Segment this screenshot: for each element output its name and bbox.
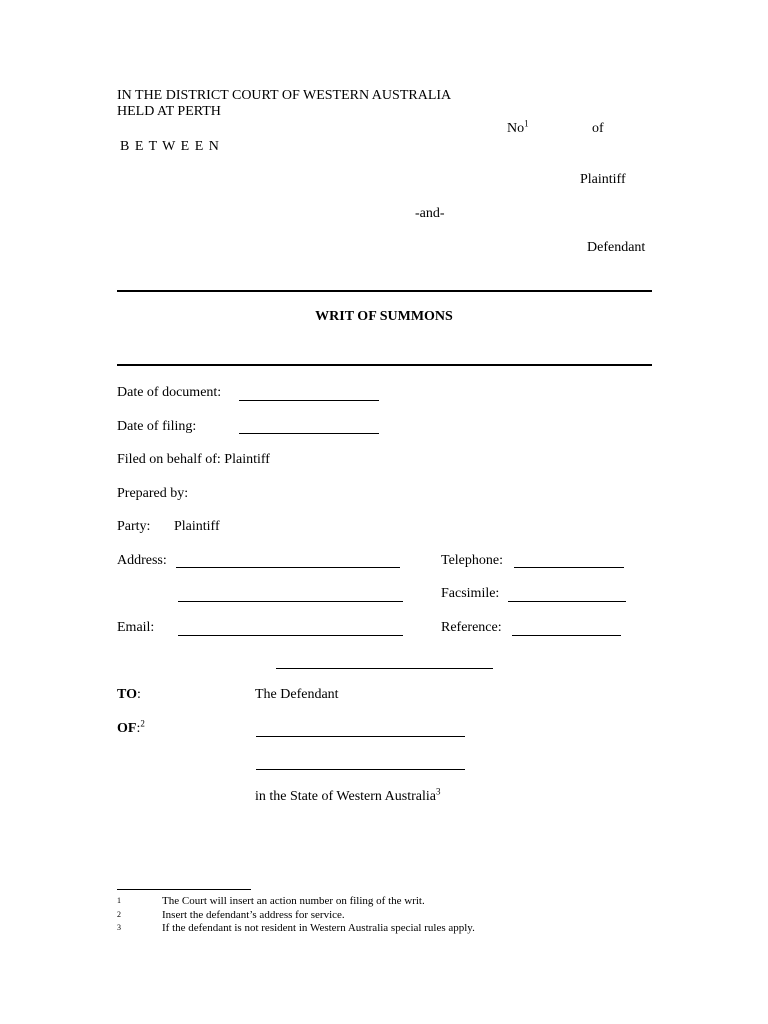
and-separator: -and-: [415, 206, 445, 221]
court-name: IN THE DISTRICT COURT OF WESTERN AUSTRALIA: [117, 88, 452, 103]
date-of-document-blank[interactable]: [239, 400, 379, 401]
to-value: The Defendant: [255, 687, 339, 702]
address-blank-line1[interactable]: [176, 567, 400, 568]
separator-blank: [276, 668, 493, 669]
reference-blank[interactable]: [512, 635, 621, 636]
date-of-filing-blank[interactable]: [239, 433, 379, 434]
to-label: TO:: [117, 687, 141, 702]
footnote-rule: [117, 889, 251, 890]
state-line: in the State of Western Australia$^3$: [255, 786, 441, 804]
footnote-text: If the defendant is not resident in Western Australia special rules apply.: [162, 922, 475, 934]
court-location: HELD AT PERTH: [117, 104, 221, 119]
action-year-label: of: [592, 121, 604, 136]
date-of-filing-label: Date of filing:: [117, 419, 197, 434]
party-value: Plaintiff: [174, 519, 220, 534]
defendant-label: Defendant: [587, 240, 646, 255]
email-label: Email:: [117, 620, 155, 635]
defendant-address-blank-line1[interactable]: [256, 736, 465, 737]
filed-on-behalf-label: Filed on behalf of: Plaintiff: [117, 452, 270, 467]
reference-label: Reference:: [441, 620, 502, 635]
prepared-by-label: Prepared by:: [117, 486, 189, 501]
defendant-address-blank-line2[interactable]: [256, 769, 465, 770]
action-number-label: No$^1$: [507, 118, 529, 136]
document-title: WRIT OF SUMMONS: [315, 309, 453, 324]
of-label: OF:$^2$: [117, 718, 145, 736]
footnote-number: 1: [117, 896, 121, 905]
date-of-document-label: Date of document:: [117, 385, 222, 400]
title-top-rule: [117, 290, 652, 292]
between-heading: B E T W E E N: [120, 139, 220, 154]
email-blank[interactable]: [178, 635, 403, 636]
footnote-number: 2: [117, 910, 121, 919]
party-label: Party:: [117, 519, 151, 534]
facsimile-blank[interactable]: [508, 601, 626, 602]
footnote-text: Insert the defendant’s address for service.: [162, 909, 345, 921]
footnote-text: The Court will insert an action number on filing of the writ.: [162, 895, 425, 907]
plaintiff-label: Plaintiff: [580, 172, 626, 187]
facsimile-label: Facsimile:: [441, 586, 500, 601]
address-label: Address:: [117, 553, 167, 568]
telephone-blank[interactable]: [514, 567, 624, 568]
footnote-number: 3: [117, 923, 121, 932]
telephone-label: Telephone:: [441, 553, 503, 568]
title-bottom-rule: [117, 364, 652, 366]
address-blank-line2[interactable]: [178, 601, 403, 602]
